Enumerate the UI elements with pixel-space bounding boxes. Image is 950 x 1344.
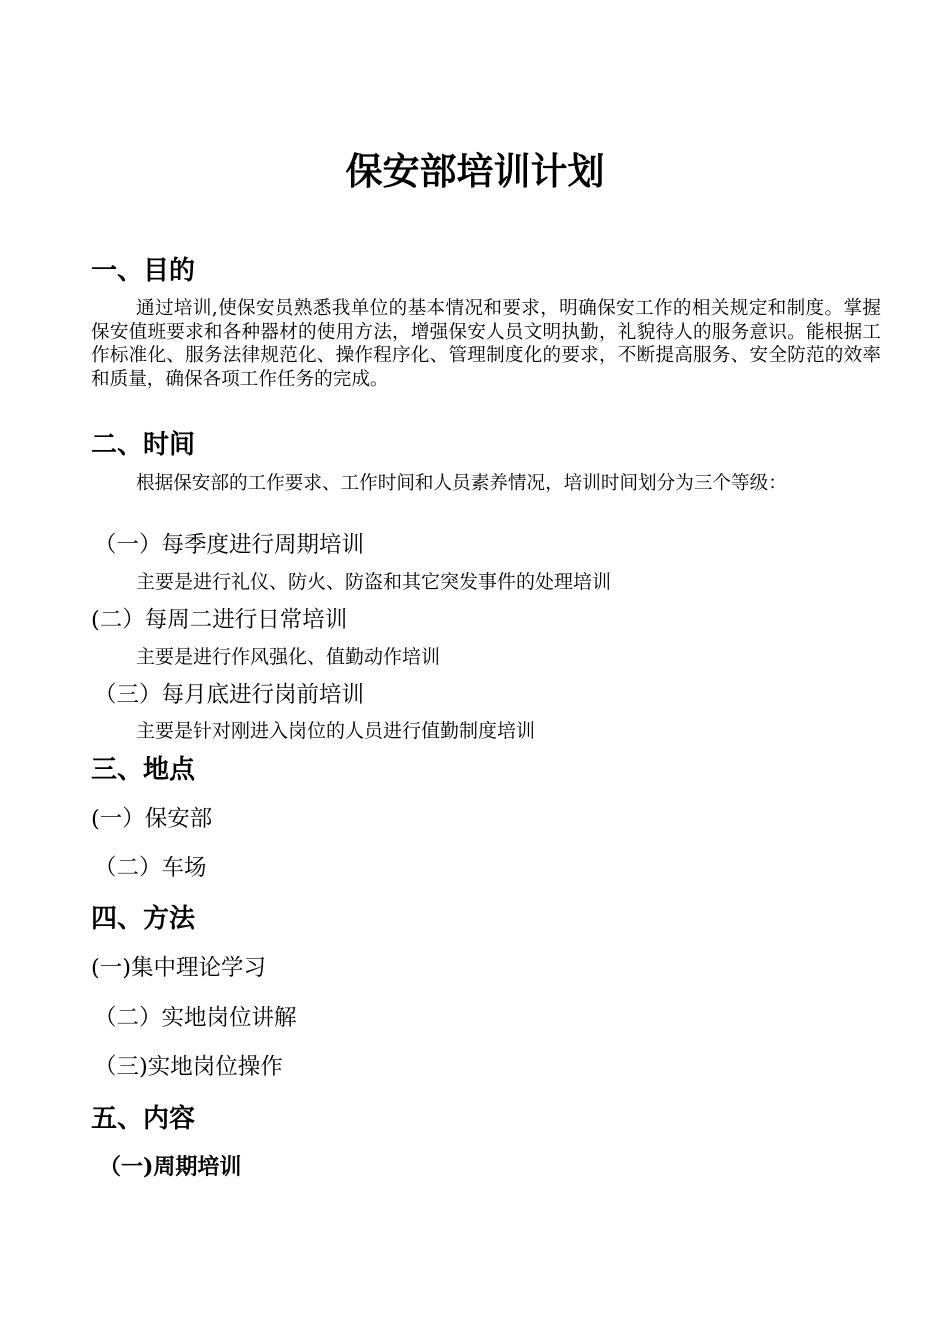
location-item-2: （二）车场 <box>94 855 207 881</box>
method-item-1: (一)集中理论学习 <box>91 955 267 981</box>
section-heading-method: 四、方法 <box>91 904 196 934</box>
document-title: 保安部培训计划 <box>345 150 605 193</box>
content-subheading-periodic: （一)周期培训 <box>99 1154 242 1180</box>
location-item-1: (一）保安部 <box>91 806 213 832</box>
time-item-2-detail: 主要是进行作风强化、值勤动作培训 <box>136 646 441 668</box>
time-item-1-detail: 主要是进行礼仪、防火、防盗和其它突发事件的处理培训 <box>136 571 612 593</box>
section-heading-location: 三、地点 <box>91 755 196 785</box>
method-item-3: （三)实地岗位操作 <box>94 1054 283 1080</box>
purpose-paragraph: 通过培训,使保安员熟悉我单位的基本情况和要求，明确保安工作的相关规定和制度。掌握保安值班要求和各种器材的使用方法，增强保安人员文明执勤，礼貌待人的服务意识。能根据工作标准化、服务法律规范化、操作程序化、管理制度化的要求，不断提高服务、安全防范的效率和质量，确保各项工作任务的完成。 <box>91 298 881 390</box>
time-item-3-detail: 主要是针对刚进入岗位的人员进行值勤制度培训 <box>136 720 536 742</box>
time-item-3-label: （三）每月底进行岗前培训 <box>94 682 365 708</box>
method-item-2: （二）实地岗位讲解 <box>94 1005 297 1031</box>
time-item-2-label: (二）每周二进行日常培训 <box>91 607 348 633</box>
section-heading-time: 二、时间 <box>91 430 196 460</box>
time-item-1-label: （一）每季度进行周期培训 <box>94 532 365 558</box>
section-heading-purpose: 一、目的 <box>91 256 196 286</box>
time-intro-paragraph: 根据保安部的工作要求、工作时间和人员素养情况，培训时间划分为三个等级： <box>136 473 787 494</box>
section-heading-content: 五、内容 <box>91 1104 196 1134</box>
